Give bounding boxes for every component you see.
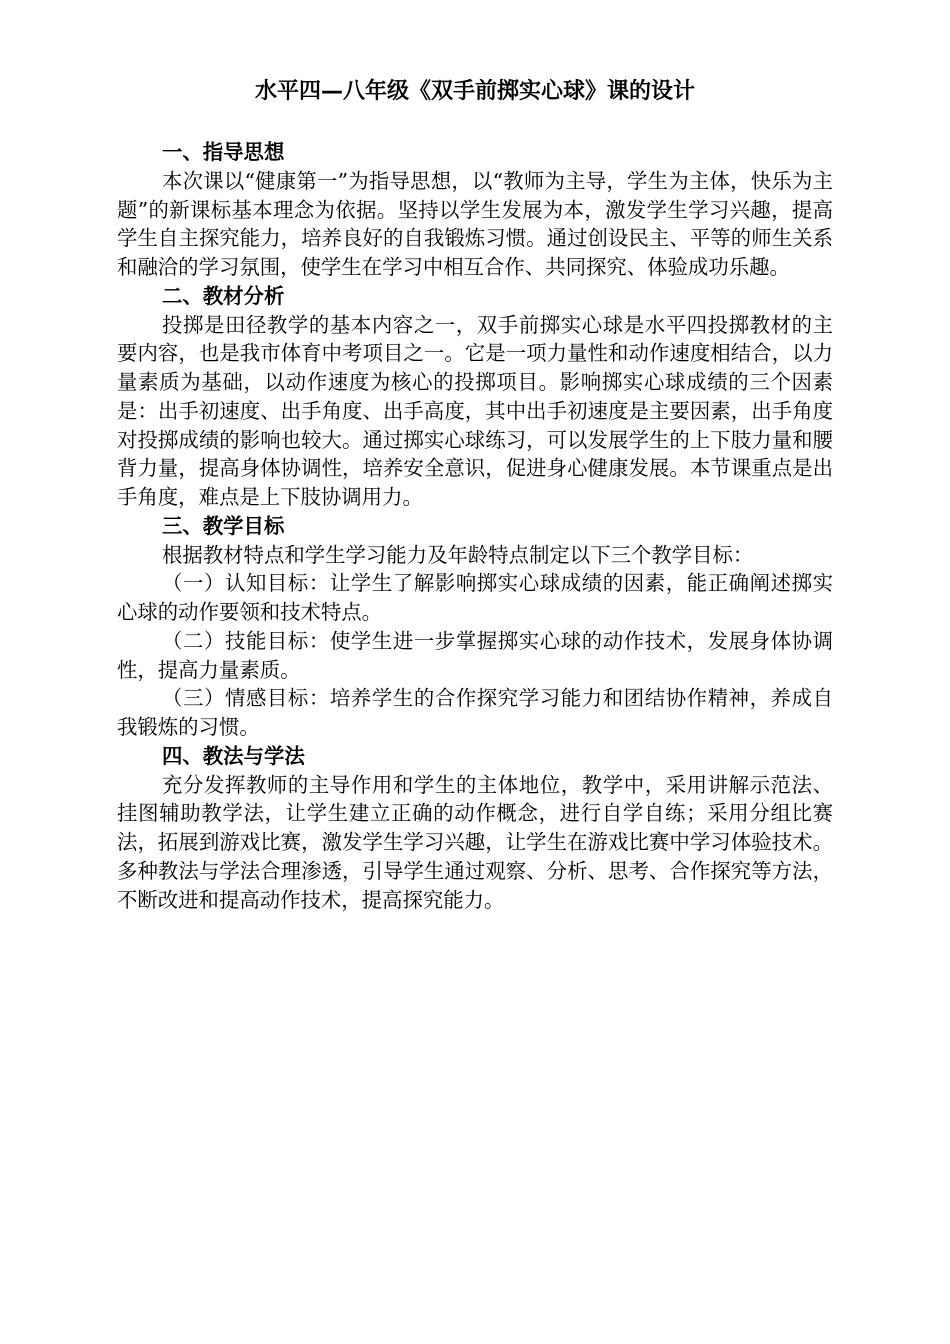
section-heading: 三、教学目标 bbox=[162, 513, 285, 538]
section-teaching-methods bbox=[117, 742, 833, 915]
section-heading: 二、教材分析 bbox=[162, 283, 285, 308]
objective-affective: （三）情感目标：培养学生的合作探究学习能力和团结协作精神，养成自我锻炼的习惯。 bbox=[117, 686, 833, 739]
section-heading: 一、指导思想 bbox=[162, 140, 285, 164]
section-teaching-objectives bbox=[117, 512, 833, 742]
section-paragraph: 投掷是田径教学的基本内容之一，双手前掷实心球是水平四投掷教材的主要内容，也是我市体育中考项目之一。它是一项力量性和动作速度相结合，以力量素质为基础，以动作速度为核心的投掷项目。影响掷实心球成绩的三个因素是：出手初速度、出手角度、出手高度，其中出手初速度是主要因素，出手角度对投掷成绩的影响也较大。通过掷实心球练习，可以发展学生的上下肢力量和腰背力量，提高身体协调性，培养安全意识，促进身心健康发展。本节课重点是出手角度，难点是上下肢协调用力。 bbox=[117, 312, 833, 509]
document-body bbox=[117, 138, 833, 914]
section-paragraph: 充分发挥教师的主导作用和学生的主体地位，教学中，采用讲解示范法、挂图辅助教学法，让学生建立正确的动作概念，进行自学自练；采用分组比赛法，拓展到游戏比赛，激发学生学习兴趣，让学生在游戏比赛中学习体验技术。多种教法与学法合理渗透，引导学生通过观察、分析、思考、合作探究等方法，不断改进和提高动作技术，提高探究能力。 bbox=[117, 772, 833, 912]
objective-cognitive: （一）认知目标：让学生了解影响掷实心球成绩的因素，能正确阐述掷实心球的动作要领和技术特点。 bbox=[117, 571, 833, 624]
document-title: 水平四—八年级《双手前掷实心球》课的设计 bbox=[254, 79, 695, 104]
section-heading: 四、教法与学法 bbox=[162, 743, 305, 768]
section-paragraph: 根据教材特点和学生学习能力及年龄特点制定以下三个教学目标： bbox=[162, 542, 754, 567]
section-material-analysis bbox=[117, 282, 833, 512]
section-paragraph: 本次课以“健康第一”为指导思想，以“教师为主导，学生为主体，快乐为主题”的新课标基本理念为依据。坚持以学生发展为本，激发学生学习兴趣，提高学生自主探究能力，培养良好的自我锻炼习惯。通过创设民主、平等的师生关系和融洽的学习氛围，使学生在学习中相互合作、共同探究、体验成功乐趣。 bbox=[117, 168, 833, 279]
section-guiding-ideology bbox=[117, 138, 833, 282]
objective-skill: （二）技能目标：使学生进一步掌握掷实心球的动作技术，发展身体协调性，提高力量素质。 bbox=[117, 628, 833, 682]
